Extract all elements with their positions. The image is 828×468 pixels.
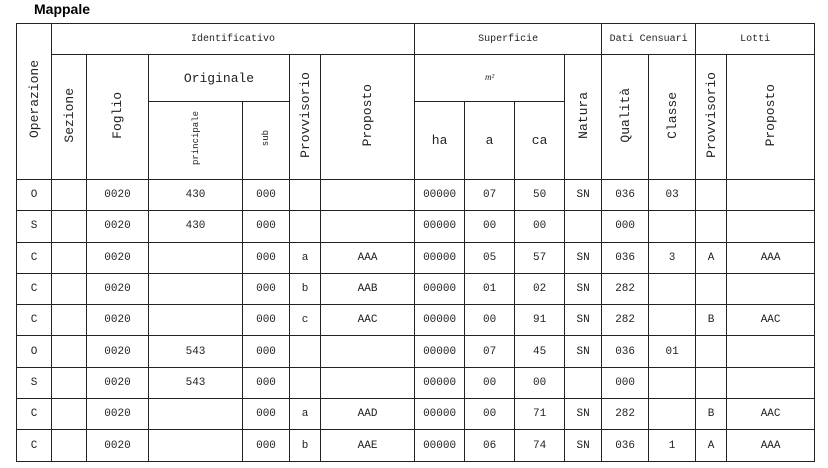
cell-foglio: 0020: [87, 336, 149, 367]
table-row: [17, 367, 815, 398]
cell-ca: 50: [515, 180, 565, 211]
cell-foglio: 0020: [87, 180, 149, 211]
cell-natura: SN: [565, 430, 602, 461]
cell-sezione: [52, 336, 87, 367]
cell-operazione: C: [17, 399, 52, 430]
header-lotti-proposto: Proposto: [727, 55, 815, 180]
table-row: [17, 273, 815, 304]
cell-provvisorio: [290, 211, 321, 242]
cell-ca: 02: [515, 273, 565, 304]
cell-sezione: [52, 180, 87, 211]
cell-sub: 000: [243, 211, 290, 242]
cell-natura: SN: [565, 273, 602, 304]
header-sezione: Sezione: [52, 55, 87, 180]
cell-lotti-provvisorio: A: [696, 242, 727, 273]
cell-sezione: [52, 367, 87, 398]
cell-classe: [649, 367, 696, 398]
cell-sezione: [52, 242, 87, 273]
cell-sub: 000: [243, 399, 290, 430]
cell-lotti-proposto: AAA: [727, 430, 815, 461]
cell-ha: 00000: [415, 336, 465, 367]
cell-lotti-provvisorio: [696, 211, 727, 242]
cell-a: 00: [465, 305, 515, 336]
cell-natura: SN: [565, 336, 602, 367]
table-row: [17, 430, 815, 461]
cell-a: 06: [465, 430, 515, 461]
cell-proposto: [321, 336, 415, 367]
cell-proposto: AAD: [321, 399, 415, 430]
cell-principale: 430: [149, 211, 243, 242]
cell-lotti-provvisorio: [696, 180, 727, 211]
cell-operazione: C: [17, 305, 52, 336]
cell-qualita: 036: [602, 336, 649, 367]
cell-classe: 1: [649, 430, 696, 461]
cell-a: 00: [465, 367, 515, 398]
header-a: a: [465, 102, 515, 180]
cell-ca: 57: [515, 242, 565, 273]
cell-operazione: S: [17, 367, 52, 398]
cell-lotti-provvisorio: [696, 336, 727, 367]
cell-proposto: AAE: [321, 430, 415, 461]
header-classe: Classe: [649, 55, 696, 180]
cell-a: 00: [465, 399, 515, 430]
cell-lotti-proposto: AAC: [727, 399, 815, 430]
cell-lotti-provvisorio: B: [696, 305, 727, 336]
header-lotti-provvisorio: Provvisorio: [696, 55, 727, 180]
header-operazione: Operazione: [17, 24, 52, 180]
cell-sezione: [52, 399, 87, 430]
cell-ca: 71: [515, 399, 565, 430]
cell-classe: [649, 211, 696, 242]
cell-qualita: 000: [602, 211, 649, 242]
header-dati-censuari: Dati Censuari: [602, 24, 696, 55]
cell-ha: 00000: [415, 211, 465, 242]
cell-sub: 000: [243, 180, 290, 211]
header-natura: Natura: [565, 55, 602, 180]
cell-principale: [149, 430, 243, 461]
cell-lotti-proposto: [727, 336, 815, 367]
cell-principale: [149, 273, 243, 304]
cell-foglio: 0020: [87, 367, 149, 398]
cell-proposto: AAB: [321, 273, 415, 304]
cell-ha: 00000: [415, 430, 465, 461]
cell-natura: [565, 367, 602, 398]
header-provvisorio: Provvisorio: [290, 55, 321, 180]
cell-proposto: [321, 211, 415, 242]
cell-qualita: 282: [602, 305, 649, 336]
cell-sezione: [52, 305, 87, 336]
cell-lotti-provvisorio: [696, 367, 727, 398]
cell-sub: 000: [243, 305, 290, 336]
cell-qualita: 036: [602, 242, 649, 273]
cell-ca: 00: [515, 211, 565, 242]
header-superficie: Superficie: [415, 24, 602, 55]
cell-operazione: O: [17, 180, 52, 211]
cell-principale: [149, 242, 243, 273]
cell-ha: 00000: [415, 273, 465, 304]
cell-classe: 01: [649, 336, 696, 367]
cell-sub: 000: [243, 242, 290, 273]
cell-qualita: 000: [602, 367, 649, 398]
cell-ca: 00: [515, 367, 565, 398]
cell-sub: 000: [243, 367, 290, 398]
header-proposto: Proposto: [321, 55, 415, 180]
cell-ca: 45: [515, 336, 565, 367]
cell-natura: SN: [565, 399, 602, 430]
cell-qualita: 282: [602, 399, 649, 430]
table-row: [17, 180, 815, 211]
cell-ha: 00000: [415, 305, 465, 336]
table-row: [17, 305, 815, 336]
cell-lotti-provvisorio: [696, 273, 727, 304]
cell-natura: SN: [565, 242, 602, 273]
cell-principale: 543: [149, 367, 243, 398]
cell-qualita: 282: [602, 273, 649, 304]
header-qualita: Qualità: [602, 55, 649, 180]
cell-natura: SN: [565, 180, 602, 211]
header-ha: ha: [415, 102, 465, 180]
cell-a: 00: [465, 211, 515, 242]
cell-operazione: C: [17, 242, 52, 273]
cell-provvisorio: a: [290, 242, 321, 273]
cell-lotti-provvisorio: B: [696, 399, 727, 430]
header-unit: m²: [415, 55, 565, 102]
cell-classe: [649, 273, 696, 304]
cell-sub: 000: [243, 273, 290, 304]
cell-principale: [149, 399, 243, 430]
cell-provvisorio: a: [290, 399, 321, 430]
cell-lotti-provvisorio: A: [696, 430, 727, 461]
cell-proposto: [321, 367, 415, 398]
cell-lotti-proposto: [727, 211, 815, 242]
cell-provvisorio: [290, 336, 321, 367]
table-row: [17, 336, 815, 367]
cell-classe: [649, 305, 696, 336]
cell-natura: SN: [565, 305, 602, 336]
cell-proposto: [321, 180, 415, 211]
cell-foglio: 0020: [87, 211, 149, 242]
cell-ha: 00000: [415, 180, 465, 211]
cell-provvisorio: b: [290, 430, 321, 461]
cell-provvisorio: [290, 367, 321, 398]
cell-lotti-proposto: [727, 180, 815, 211]
cell-classe: [649, 399, 696, 430]
cell-operazione: S: [17, 211, 52, 242]
cell-ha: 00000: [415, 399, 465, 430]
cell-principale: [149, 305, 243, 336]
cell-provvisorio: b: [290, 273, 321, 304]
cell-classe: 03: [649, 180, 696, 211]
cell-ca: 74: [515, 430, 565, 461]
header-identificativo: Identificativo: [52, 24, 415, 55]
cell-foglio: 0020: [87, 273, 149, 304]
cell-ca: 91: [515, 305, 565, 336]
cell-a: 01: [465, 273, 515, 304]
header-principale: principale: [149, 102, 243, 180]
cell-qualita: 036: [602, 180, 649, 211]
table-row: [17, 211, 815, 242]
header-ca: ca: [515, 102, 565, 180]
cell-lotti-proposto: [727, 367, 815, 398]
cell-provvisorio: c: [290, 305, 321, 336]
cell-a: 05: [465, 242, 515, 273]
cell-sezione: [52, 430, 87, 461]
page-title: Mappale: [34, 1, 91, 17]
cell-sezione: [52, 211, 87, 242]
cell-principale: 430: [149, 180, 243, 211]
cell-lotti-proposto: [727, 273, 815, 304]
cell-lotti-proposto: AAC: [727, 305, 815, 336]
cell-foglio: 0020: [87, 305, 149, 336]
header-originale: Originale: [149, 55, 290, 102]
cell-proposto: AAA: [321, 242, 415, 273]
cell-sub: 000: [243, 430, 290, 461]
cell-operazione: C: [17, 273, 52, 304]
cell-qualita: 036: [602, 430, 649, 461]
table-row: [17, 399, 815, 430]
table-row: [17, 242, 815, 273]
mappale-table: [16, 23, 815, 462]
cell-lotti-proposto: AAA: [727, 242, 815, 273]
cell-sezione: [52, 273, 87, 304]
cell-proposto: AAC: [321, 305, 415, 336]
cell-principale: 543: [149, 336, 243, 367]
cell-operazione: O: [17, 336, 52, 367]
cell-natura: [565, 211, 602, 242]
cell-foglio: 0020: [87, 430, 149, 461]
header-sub: sub: [243, 102, 290, 180]
cell-operazione: C: [17, 430, 52, 461]
cell-sub: 000: [243, 336, 290, 367]
cell-classe: 3: [649, 242, 696, 273]
cell-foglio: 0020: [87, 399, 149, 430]
header-foglio: Foglio: [87, 55, 149, 180]
cell-provvisorio: [290, 180, 321, 211]
header-lotti: Lotti: [696, 24, 815, 55]
cell-foglio: 0020: [87, 242, 149, 273]
cell-a: 07: [465, 180, 515, 211]
cell-a: 07: [465, 336, 515, 367]
cell-ha: 00000: [415, 367, 465, 398]
cell-ha: 00000: [415, 242, 465, 273]
